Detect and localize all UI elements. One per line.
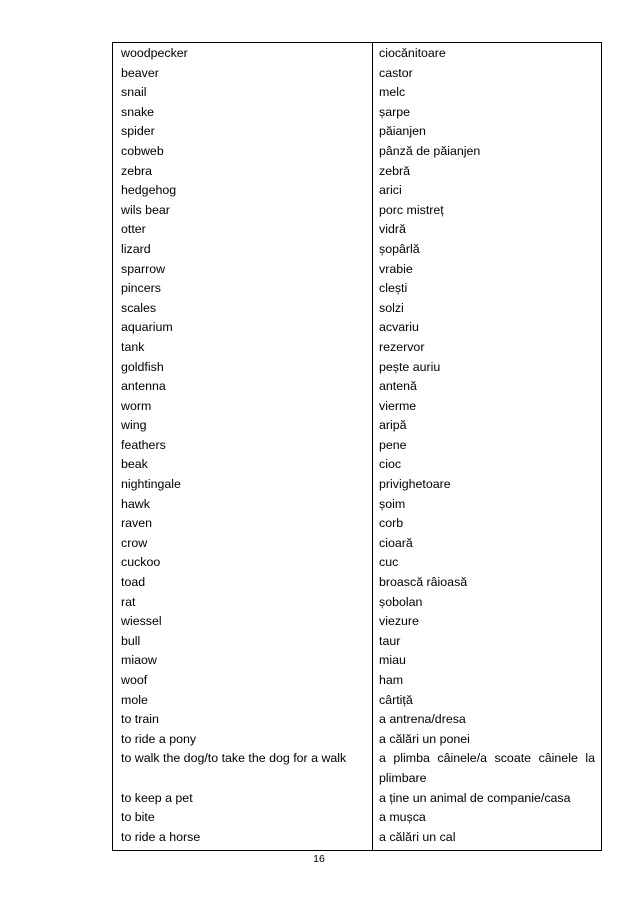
romanian-term: vierme xyxy=(379,398,417,413)
romanian-term: cioc xyxy=(379,457,402,472)
english-term: zebra xyxy=(121,163,152,178)
romanian-term: castor xyxy=(379,65,413,80)
romanian-term: rezervor xyxy=(379,339,425,354)
english-term: otter xyxy=(121,222,146,237)
english-term: mole xyxy=(121,692,148,707)
english-term: bull xyxy=(121,633,141,648)
english-term: feathers xyxy=(121,437,166,452)
english-term: toad xyxy=(121,575,146,590)
romanian-term: cuc xyxy=(379,555,399,570)
romanian-term: șobolan xyxy=(379,594,423,609)
romanian-term: pânză de păianjen xyxy=(379,143,481,158)
english-term: tank xyxy=(121,339,145,354)
romanian-term: cioară xyxy=(379,535,413,550)
english-term: hawk xyxy=(121,496,150,511)
romanian-term: a călări un ponei xyxy=(379,731,470,746)
romanian-term: taur xyxy=(379,633,401,648)
romanian-term: vidră xyxy=(379,222,406,237)
english-term: to ride a pony xyxy=(121,731,197,746)
english-term: wiessel xyxy=(121,614,162,629)
english-term: beaver xyxy=(121,65,159,80)
romanian-term: antenă xyxy=(379,379,417,394)
romanian-term: zebră xyxy=(379,163,410,178)
romanian-term: clești xyxy=(379,281,408,296)
romanian-term: broască râioasă xyxy=(379,575,468,590)
romanian-column xyxy=(373,43,601,850)
romanian-term: pene xyxy=(379,437,407,452)
romanian-term: ciocănitoare xyxy=(379,46,446,60)
english-term: raven xyxy=(121,516,152,531)
romanian-term: ham xyxy=(379,673,404,687)
romanian-term: porc mistreț xyxy=(379,202,444,217)
english-term: worm xyxy=(121,398,152,413)
romanian-term: privighetoare xyxy=(379,477,451,492)
romanian-term: aripă xyxy=(379,418,407,433)
english-column xyxy=(113,43,373,850)
english-term: wils bear xyxy=(121,202,170,217)
romanian-term: pește auriu xyxy=(379,359,441,374)
romanian-term: solzi xyxy=(379,300,404,315)
english-term: cobweb xyxy=(121,143,164,158)
english-term: woodpecker xyxy=(121,46,188,60)
romanian-term: vrabie xyxy=(379,261,413,276)
english-term: to walk the dog/to take the dog for a walk xyxy=(121,751,347,766)
english-term: hedgehog xyxy=(121,183,177,198)
romanian-term: a călări un cal xyxy=(379,829,456,844)
romanian-term: acvariu xyxy=(379,320,419,335)
english-term: pincers xyxy=(121,281,161,296)
page-number: 16 xyxy=(313,853,325,865)
english-term: snail xyxy=(121,85,147,100)
romanian-term: melc xyxy=(379,85,406,100)
romanian-term: a mușca xyxy=(379,810,426,825)
romanian-term: miau xyxy=(379,653,406,668)
english-term: snake xyxy=(121,104,155,119)
vocabulary-table xyxy=(112,42,602,851)
english-term: aquarium xyxy=(121,320,173,335)
english-term: to keep a pet xyxy=(121,790,193,805)
english-term: spider xyxy=(121,124,155,139)
english-term: woof xyxy=(121,673,148,687)
romanian-term: șopârlă xyxy=(379,241,420,256)
romanian-term: corb xyxy=(379,516,404,531)
romanian-term: viezure xyxy=(379,614,419,629)
english-term: to bite xyxy=(121,810,155,825)
romanian-term: arici xyxy=(379,183,402,198)
romanian-term: a plimba câinele/a scoate câinele la plimbare xyxy=(379,751,595,785)
english-term: to train xyxy=(121,712,159,727)
english-term: miaow xyxy=(121,653,157,668)
romanian-term: șoim xyxy=(379,496,406,511)
english-term: to ride a horse xyxy=(121,829,201,844)
english-term: beak xyxy=(121,457,148,472)
romanian-term: șarpe xyxy=(379,104,410,119)
english-term: antenna xyxy=(121,379,166,394)
romanian-term: a ține un animal de companie/casa xyxy=(379,790,571,805)
english-term: scales xyxy=(121,300,157,315)
english-term: crow xyxy=(121,535,148,550)
english-term: cuckoo xyxy=(121,555,161,570)
english-term: nightingale xyxy=(121,477,181,492)
romanian-term: cârtiță xyxy=(379,692,413,707)
romanian-term: păianjen xyxy=(379,124,426,139)
english-term: lizard xyxy=(121,241,151,256)
english-term: goldfish xyxy=(121,359,164,374)
english-term: wing xyxy=(121,418,147,433)
english-term: sparrow xyxy=(121,261,166,276)
romanian-term: a antrena/dresa xyxy=(379,712,466,727)
english-term: rat xyxy=(121,594,136,609)
